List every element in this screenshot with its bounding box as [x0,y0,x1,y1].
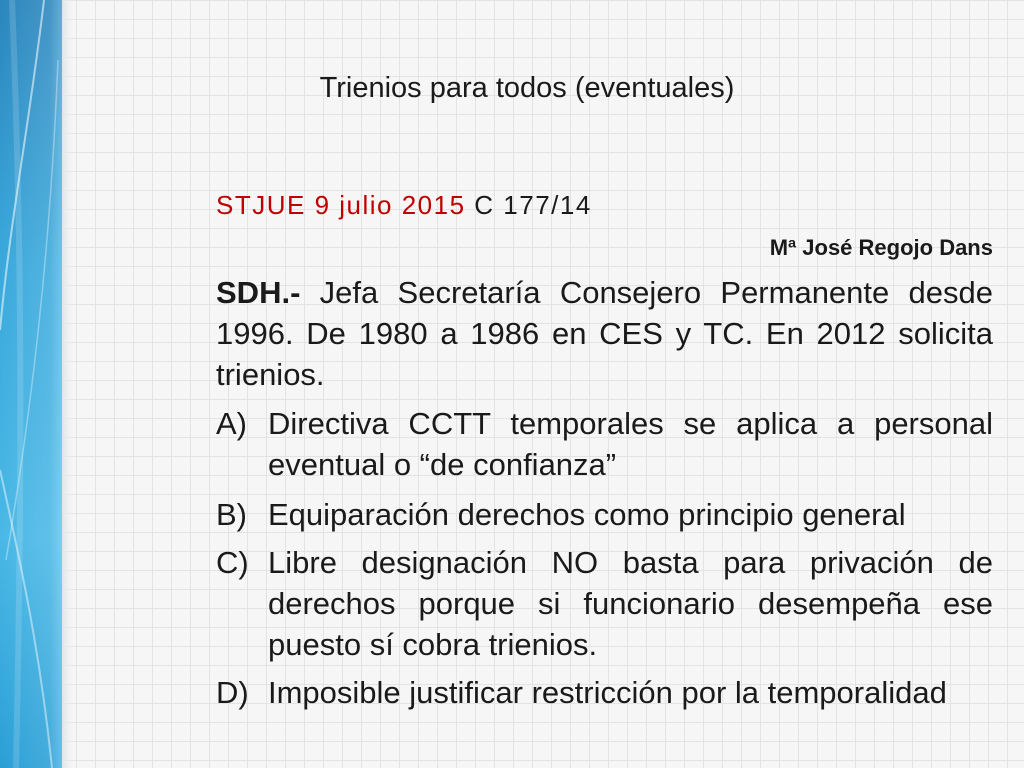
point-text: Directiva CCTT temporales se aplica a personal eventual o “de confianza” [268,406,993,482]
point-text: Imposible justificar restricción por la temporalidad [268,675,947,710]
case-summary-text: Jefa Secretaría Consejero Permanente desde 1996. De 1980 a 1986 en CES y TC. En 2012 solicita trienios. [216,275,993,392]
point-label: B) [216,497,247,532]
point-label: A) [216,406,247,441]
point-item-d [216,672,993,713]
point-item-a [216,403,993,485]
case-reference [216,189,592,221]
author-name: Mª José Regojo Dans [769,235,993,260]
point-item-c [216,542,993,665]
left-decorative-band [0,0,76,768]
case-summary-lead: SDH.- [216,275,301,310]
point-label: D) [216,675,249,710]
point-item-b [216,494,993,535]
point-text: Equiparación derechos como principio general [268,497,906,532]
case-summary [216,272,993,395]
point-label: C) [216,545,249,580]
case-reference-number: C 177/14 [474,190,592,220]
point-text: Libre designación NO basta para privación de derechos porque si funcionario desempeña ese puesto sí cobra trienios. [268,545,993,662]
case-reference-date: STJUE 9 julio 2015 [216,190,466,220]
slide-title: Trienios para todos (eventuales) [319,72,735,104]
